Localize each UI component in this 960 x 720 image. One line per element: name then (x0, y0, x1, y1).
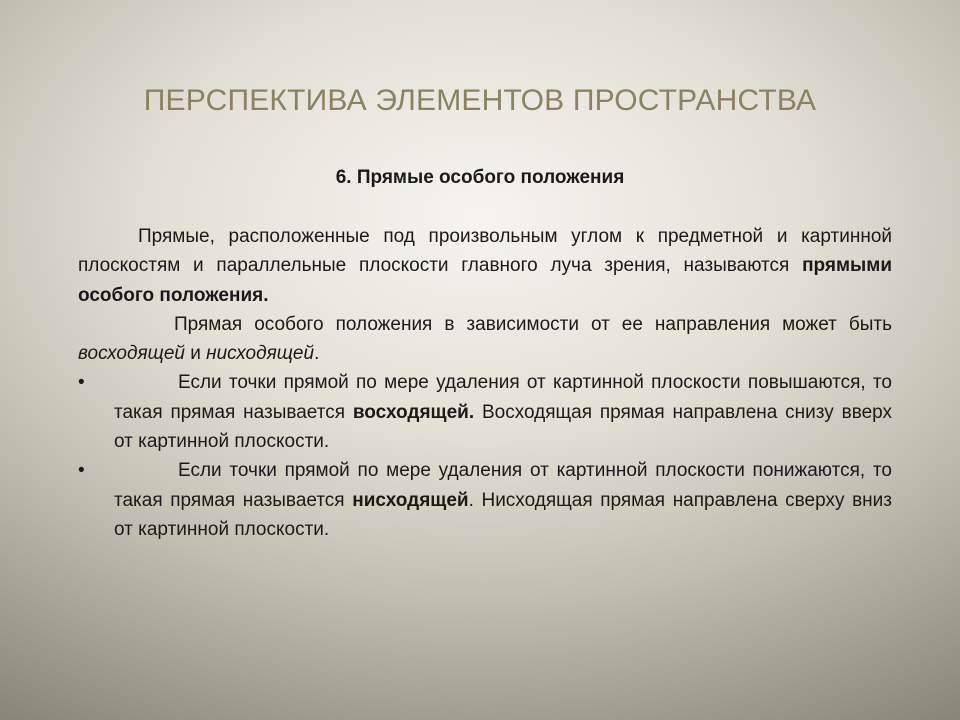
slide-body (78, 222, 892, 544)
paragraph-definition-text: Прямые, расположенные под произвольным углом к предметной и картинной плоскостям и параллельные плоскости главного луча зрения, называются (78, 226, 892, 277)
paragraph-direction-end: . (314, 343, 320, 365)
bullet-descending-text (114, 456, 892, 544)
bullet-marker: • (78, 460, 85, 482)
paragraph-direction (78, 310, 892, 369)
bullet-descending-term: нисходящей (352, 489, 469, 511)
paragraph-direction-and: и (184, 343, 207, 365)
term-descending: нисходящей (206, 343, 315, 365)
bullet-descending-after: . Нисходящая прямая направлена сверху вниз от картинной плоскости. (114, 489, 892, 540)
bullet-marker: • (78, 372, 85, 394)
term-ascending: восходящей (78, 343, 185, 365)
bullet-ascending-text (114, 368, 892, 456)
slide-subtitle: 6. Прямые особого положения (335, 167, 625, 188)
bullet-ascending-body: Если точки прямой по мере удаления от картинной плоскости повышаются, то такая прямая называется (114, 372, 892, 423)
paragraph-definition (78, 222, 892, 310)
paragraph-definition-term: прямыми особого положения. (78, 255, 892, 306)
bullet-ascending (78, 368, 892, 456)
bullet-ascending-term: восходящей. (352, 401, 475, 423)
bullet-ascending-after: Восходящая прямая направлена снизу вверх от картинной плоскости. (114, 401, 893, 453)
bullet-descending (78, 456, 892, 544)
slide-title: ПЕРСПЕКТИВА ЭЛЕМЕНТОВ ПРОСТРАНСТВА (143, 84, 817, 117)
bullet-descending-body: Если точки прямой по мере удаления от картинной плоскости понижаются, то такая прямая называется (114, 460, 892, 511)
paragraph-direction-text: Прямая особого положения в зависимости от ее направления может быть (174, 313, 892, 335)
